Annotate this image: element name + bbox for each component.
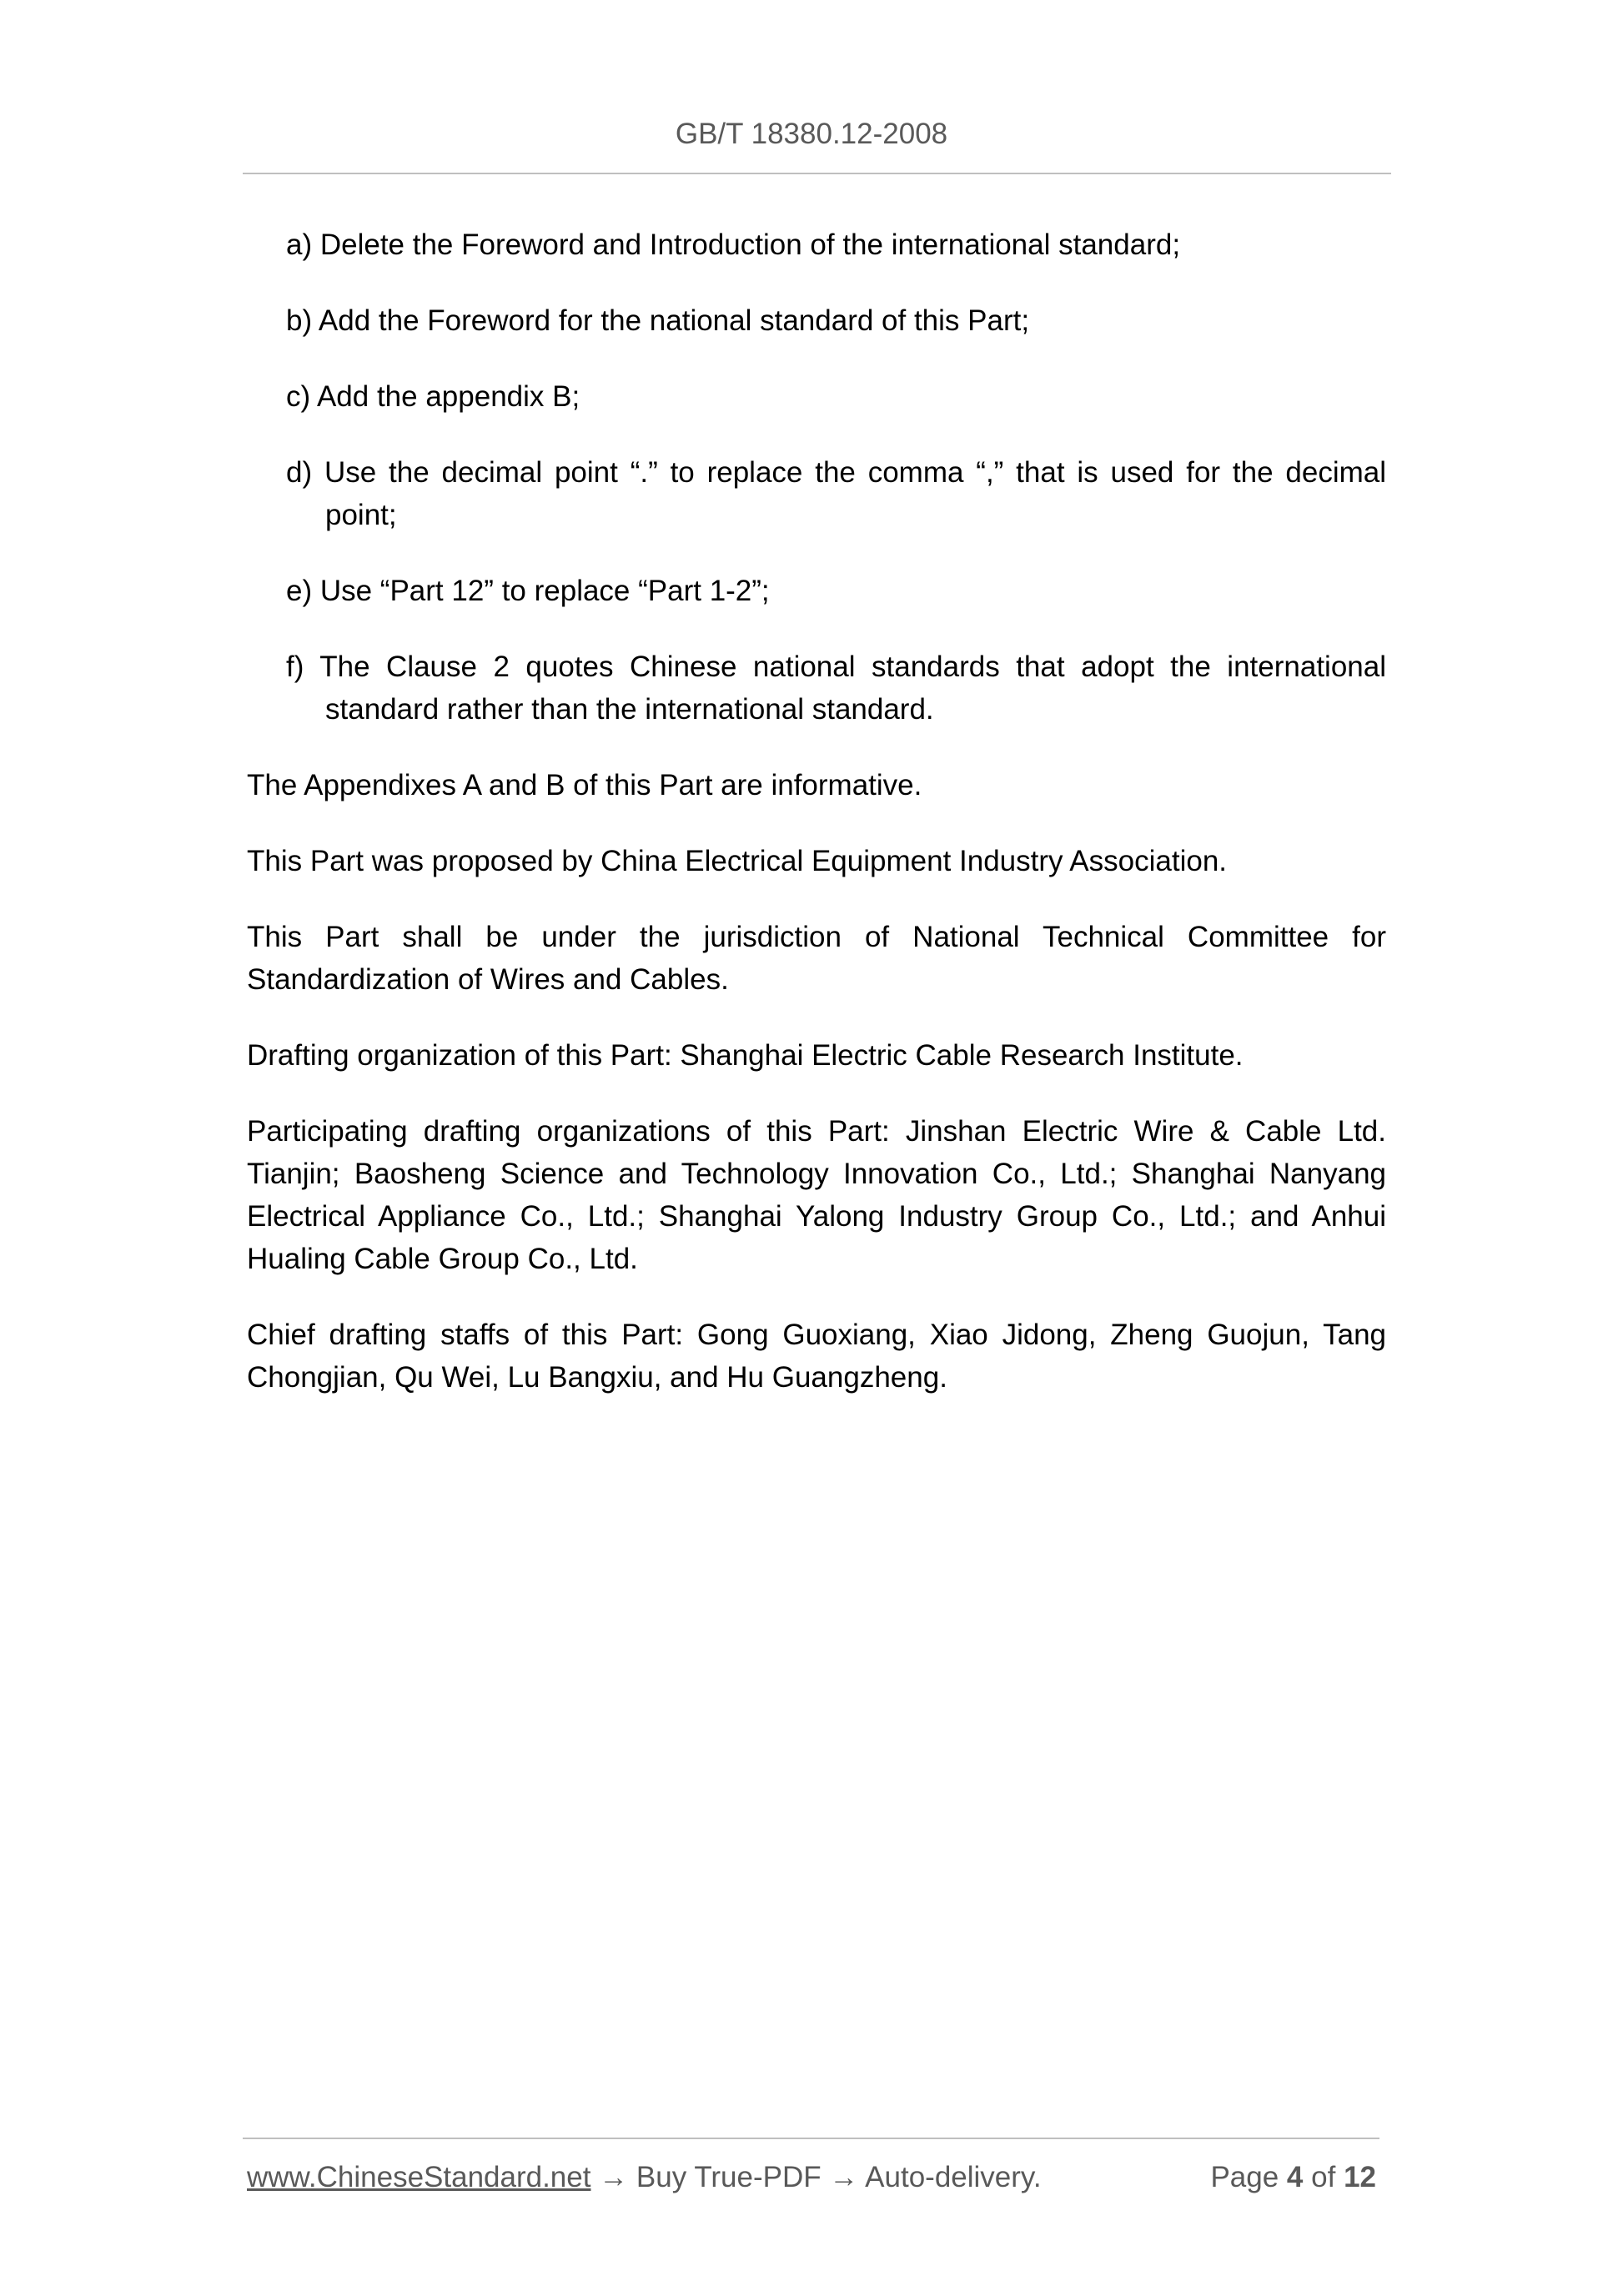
page-current: 4 [1286, 2161, 1304, 2193]
jurisdiction-paragraph: This Part shall be under the jurisdiction of National Technical Committee for Standardization of Wires and Cables. [247, 921, 1386, 996]
list-item-b: b) Add the Foreword for the national standard of this Part; [286, 304, 1030, 337]
page-label: Page [1210, 2161, 1279, 2193]
footer-promo-text: → Buy True-PDF → Auto-delivery. [590, 2161, 1042, 2193]
list-item-f: f) The Clause 2 quotes Chinese national standards that adopt the international standard rather than the international standard. [286, 651, 1386, 726]
appendix-note-paragraph: The Appendixes A and B of this Part are informative. [247, 769, 922, 801]
header-divider [243, 173, 1391, 174]
list-item-d: d) Use the decimal point “.” to replace the comma “,” that is used for the decimal point; [286, 456, 1386, 531]
website-link[interactable]: www.ChineseStandard.net [247, 2161, 591, 2193]
document-code-header: GB/T 18380.12-2008 [675, 118, 948, 150]
document-body [247, 224, 1386, 1432]
participating-organizations-paragraph: Participating drafting organizations of this Part: Jinshan Electric Wire & Cable Ltd. Tianjin; Baosheng Science and Technology Innovation Co., Ltd.; Shanghai Nanyang Electrical Appliance Co., Ltd.; Shanghai Yalong Industry Group Co., Ltd.; and Anhui Hualing Cable Group Co., Ltd. [247, 1115, 1386, 1275]
page-total: 12 [1344, 2161, 1376, 2193]
list-item-c: c) Add the appendix B; [286, 380, 580, 413]
page-of-label: of [1311, 2161, 1336, 2193]
list-item-e: e) Use “Part 12” to replace “Part 1-2”; [286, 575, 770, 607]
chief-drafting-staff-paragraph: Chief drafting staffs of this Part: Gong Guoxiang, Xiao Jidong, Zheng Guojun, Tang Chongjian, Qu Wei, Lu Bangxiu, and Hu Guangzheng. [247, 1319, 1386, 1394]
page-number [1210, 2158, 1376, 2197]
footer-promo [247, 2158, 1042, 2197]
list-item-a: a) Delete the Foreword and Introduction of the international standard; [286, 229, 1181, 261]
drafting-organization-paragraph: Drafting organization of this Part: Shanghai Electric Cable Research Institute. [247, 1039, 1244, 1072]
proposer-paragraph: This Part was proposed by China Electrical Equipment Industry Association. [247, 845, 1228, 877]
footer-divider [243, 2138, 1379, 2139]
